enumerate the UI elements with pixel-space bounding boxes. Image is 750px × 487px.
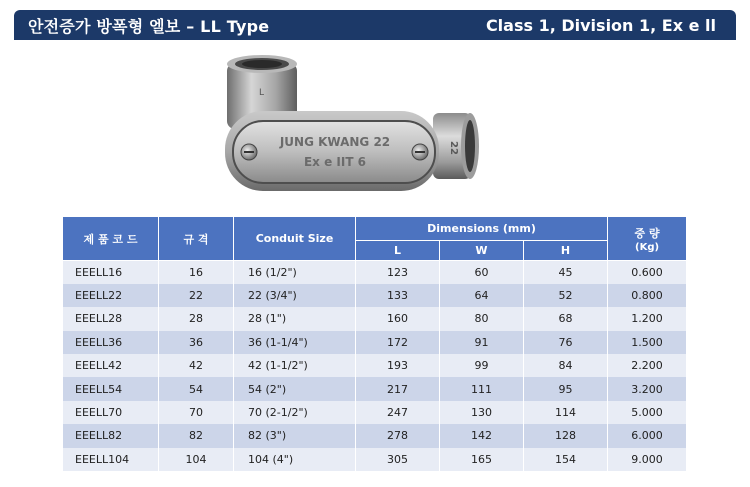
cell-code: EEELL22 xyxy=(63,284,159,307)
cell-code: EEELL28 xyxy=(63,307,159,330)
cell-code: EEELL54 xyxy=(63,377,159,400)
table-row xyxy=(63,377,687,400)
cell-l: 247 xyxy=(356,401,440,424)
cell-weight: 6.000 xyxy=(608,424,687,447)
cell-h: 128 xyxy=(524,424,608,447)
cell-l: 193 xyxy=(356,354,440,377)
cell-l: 160 xyxy=(356,307,440,330)
cell-code: EEELL104 xyxy=(63,448,159,471)
cell-w: 130 xyxy=(440,401,524,424)
cell-weight: 1.500 xyxy=(608,331,687,354)
cell-code: EEELL42 xyxy=(63,354,159,377)
cell-l: 172 xyxy=(356,331,440,354)
cell-spec: 22 xyxy=(159,284,234,307)
cell-h: 45 xyxy=(524,261,608,284)
col-header-weight xyxy=(608,217,687,261)
col-header-code: 제 품 코 드 xyxy=(63,217,159,261)
cell-spec: 36 xyxy=(159,331,234,354)
cell-spec: 42 xyxy=(159,354,234,377)
cell-w: 142 xyxy=(440,424,524,447)
cell-conduit: 42 (1-1/2") xyxy=(234,354,356,377)
cell-weight: 0.800 xyxy=(608,284,687,307)
cell-spec: 16 xyxy=(159,261,234,284)
cell-weight: 5.000 xyxy=(608,401,687,424)
cell-conduit: 104 (4") xyxy=(234,448,356,471)
col-header-h: H xyxy=(524,241,608,261)
cell-weight: 1.200 xyxy=(608,307,687,330)
casting-text-line1: JUNG KWANG 22 xyxy=(279,135,391,149)
cell-conduit: 70 (2-1/2") xyxy=(234,401,356,424)
cell-conduit: 22 (3/4") xyxy=(234,284,356,307)
cell-spec: 28 xyxy=(159,307,234,330)
casting-text-line2: Ex e IIT 6 xyxy=(303,155,367,169)
cell-h: 52 xyxy=(524,284,608,307)
cell-code: EEELL82 xyxy=(63,424,159,447)
table-row xyxy=(63,307,687,330)
classification-label: Class 1, Division 1, Ex e ll xyxy=(485,15,716,35)
weight-label: 중 량 xyxy=(634,226,660,240)
cell-h: 76 xyxy=(524,331,608,354)
cell-l: 305 xyxy=(356,448,440,471)
cell-l: 123 xyxy=(356,261,440,284)
cell-spec: 104 xyxy=(159,448,234,471)
cell-weight: 0.600 xyxy=(608,261,687,284)
col-header-spec: 규 격 xyxy=(159,217,234,261)
cell-conduit: 82 (3") xyxy=(234,424,356,447)
cell-weight: 3.200 xyxy=(608,377,687,400)
hub-size-mark: 22 xyxy=(448,141,459,155)
page-title: 안전증가 방폭형 엘보 – LL Type xyxy=(28,16,270,36)
cell-weight: 2.200 xyxy=(608,354,687,377)
col-header-l: L xyxy=(356,241,440,261)
cell-w: 91 xyxy=(440,331,524,354)
col-header-conduit: Conduit Size xyxy=(234,217,356,261)
cell-conduit: 28 (1") xyxy=(234,307,356,330)
table-row xyxy=(63,284,687,307)
cell-w: 80 xyxy=(440,307,524,330)
cell-h: 154 xyxy=(524,448,608,471)
table-row xyxy=(63,401,687,424)
weight-unit: (Kg) xyxy=(635,241,660,253)
cell-l: 217 xyxy=(356,377,440,400)
cell-code: EEELL16 xyxy=(63,261,159,284)
table-row xyxy=(63,261,687,284)
cell-w: 64 xyxy=(440,284,524,307)
cell-w: 99 xyxy=(440,354,524,377)
col-header-dimensions: Dimensions (mm) xyxy=(356,217,608,241)
col-header-w: W xyxy=(440,241,524,261)
header-bar xyxy=(14,10,736,40)
cell-spec: 54 xyxy=(159,377,234,400)
cell-w: 111 xyxy=(440,377,524,400)
cell-spec: 70 xyxy=(159,401,234,424)
cell-w: 60 xyxy=(440,261,524,284)
cell-spec: 82 xyxy=(159,424,234,447)
table-row xyxy=(63,448,687,471)
cell-w: 165 xyxy=(440,448,524,471)
svg-text:L: L xyxy=(259,88,265,98)
cell-h: 114 xyxy=(524,401,608,424)
cell-l: 133 xyxy=(356,284,440,307)
cell-weight: 9.000 xyxy=(608,448,687,471)
cell-code: EEELL70 xyxy=(63,401,159,424)
spec-table xyxy=(62,216,687,471)
table-row xyxy=(63,354,687,377)
table-row xyxy=(63,331,687,354)
cell-conduit: 54 (2") xyxy=(234,377,356,400)
table-row xyxy=(63,424,687,447)
cell-code: EEELL36 xyxy=(63,331,159,354)
ll-elbow-product-image xyxy=(219,51,481,211)
cell-h: 68 xyxy=(524,307,608,330)
cell-conduit: 16 (1/2") xyxy=(234,261,356,284)
cell-l: 278 xyxy=(356,424,440,447)
cell-h: 95 xyxy=(524,377,608,400)
cell-h: 84 xyxy=(524,354,608,377)
cell-conduit: 36 (1-1/4") xyxy=(234,331,356,354)
